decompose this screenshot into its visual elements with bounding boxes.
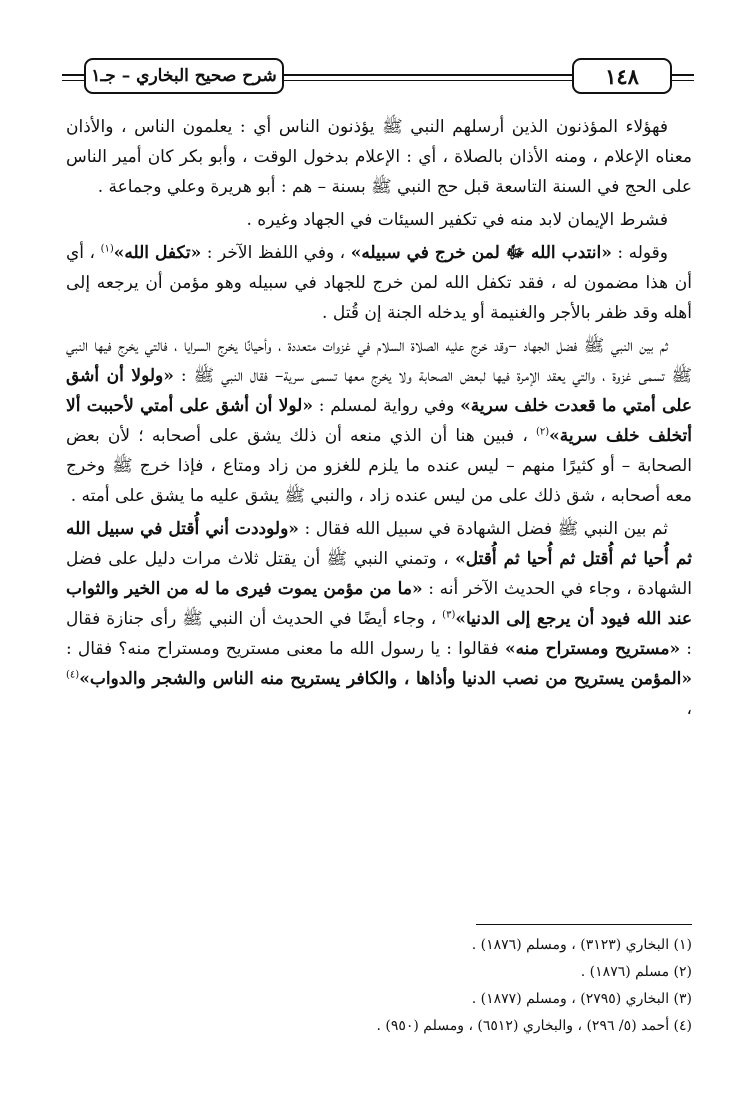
footnote-item: (١) البخاري (٣١٢٣) ، ومسلم (١٨٧٦) . <box>471 937 692 953</box>
page-header <box>62 58 694 94</box>
footnote-item: (٣) البخاري (٢٧٩٥) ، ومسلم (١٨٧٧) . <box>471 991 692 1007</box>
hadith-quote: «تكفل الله» <box>113 243 202 263</box>
hadith-quote: «لولا أن أشق على أمتي لأحببت ألا أتخلف خلف سرية» <box>66 396 692 446</box>
paragraph-3 <box>66 238 692 328</box>
footnote-ref: (١) <box>100 243 114 255</box>
hadith-quote: «انتدب الله ﷻ لمن خرج في سبيله» <box>350 243 612 263</box>
text-run: ثم بين النبي ﷺ فضل الجهاد –وقد خرج عليه الصلاة السلام في غزوات متعددة ، وأحيانًا يخرج السرايا ، فالتي يخرج فيها النبي ﷺ تسمى غزوة ، والتي يعقد الإمرة فيها لبعض الصحابة ولا يخرج معها تسمى سرية– فقال النبي ﷺ : <box>66 336 692 386</box>
paragraph-5 <box>66 514 692 724</box>
hadith-quote: «ولولا أن أشق على أمتي ما قعدت خلف سرية» <box>66 366 693 416</box>
hadith-quote: «المؤمن يستريح من نصب الدنيا وأذاها ، والكافر يستريح منه الناس والشجر والدواب» <box>79 669 692 689</box>
hadith-quote: «ما من مؤمن يموت فيرى ما له من الخير والثواب عند الله فيود أن يرجع إلى الدنيا» <box>66 579 692 629</box>
text-run: ، فبين هنا أن الذي منعه أن ذلك يشق على أصحابه ؛ لأن بعض الصحابة – أو كثيرًا منهم – ليس عنده ما يلزم للغزو من زاد ومتاع ، فإذا خرج ﷺ وخرج معه أصحابه ، شق ذلك على من ليس عنده زاد ، والنبي ﷺ يشق عليه ما يشق على أمته . <box>66 426 692 506</box>
footnote-item: (٢) مسلم (١٨٧٦) . <box>580 964 692 980</box>
paragraph-4 <box>66 331 692 511</box>
footnotes <box>72 932 692 1040</box>
footnote-separator <box>476 924 692 925</box>
main-text <box>66 112 692 727</box>
footnote-item: (٤) أحمد (٥/ ٢٩٦) ، والبخاري (٦٥١٢) ، ومسلم (٩٥٠) . <box>376 1018 692 1034</box>
hadith-quote: «ولوددت أني أُقتل في سبيل الله ثم أُحيا ثم أُقتل ثم أُحيا ثم أُقتل» <box>66 519 692 569</box>
text-run: فقالوا : يا رسول الله ما معنى مستريح ومستراح منه؟ فقال : <box>66 639 505 659</box>
paragraph-2: فشرط الإيمان لابد منه في تكفير السيئات في الجهاد وغيره . <box>246 210 668 230</box>
page-number: ١٤٨ <box>572 58 672 94</box>
text-run: ، وجاء أيضًا في الحديث أن النبي ﷺ رأى جنازة فقال : <box>66 609 692 659</box>
text-run: ، <box>686 699 692 719</box>
paragraph-1: فهؤلاء المؤذنون الذين أرسلهم النبي ﷺ يؤذنون الناس أي : يعلمون الناس ، والأذان معناه الإعلام ، ومنه الأذان بالصلاة ، أي : الإعلام بدخول الوقت ، وأبو بكر كان أمير الناس على الحج في السنة التاسعة قبل حج النبي ﷺ بسنة – هم : أبو هريرة وعلي وجماعة . <box>66 117 692 197</box>
footnote-ref: (٢) <box>535 426 550 438</box>
text-run: ثم بين النبي ﷺ فضل الشهادة في سبيل الله فقال : <box>298 519 668 539</box>
footnote-ref: (٣) <box>442 609 456 621</box>
text-run: وفي رواية لمسلم : <box>312 396 461 416</box>
footnote-ref: (٤) <box>66 669 80 681</box>
text-run: ، وتمني النبي ﷺ أن يقتل ثلاث مرات دليل على فضل الشهادة ، وجاء في الحديث الآخر أنه : <box>66 549 692 599</box>
text-run: وقوله : <box>611 243 669 263</box>
text-run: ، أي أن هذا مضمون له ، فقد تكفل الله لمن خرج للجهاد في سبيله وهو مؤمن أن يرجعه إلى أهله وقد ظفر بالأجر والغنيمة أو يدخله الجنة إن قُتل . <box>66 243 692 323</box>
text-run: ، وفي اللفظ الآخر : <box>201 243 351 263</box>
running-title: شرح صحيح البخاري – جـ١ <box>84 58 284 94</box>
hadith-quote: «مستريح ومستراح منه» <box>504 639 681 659</box>
